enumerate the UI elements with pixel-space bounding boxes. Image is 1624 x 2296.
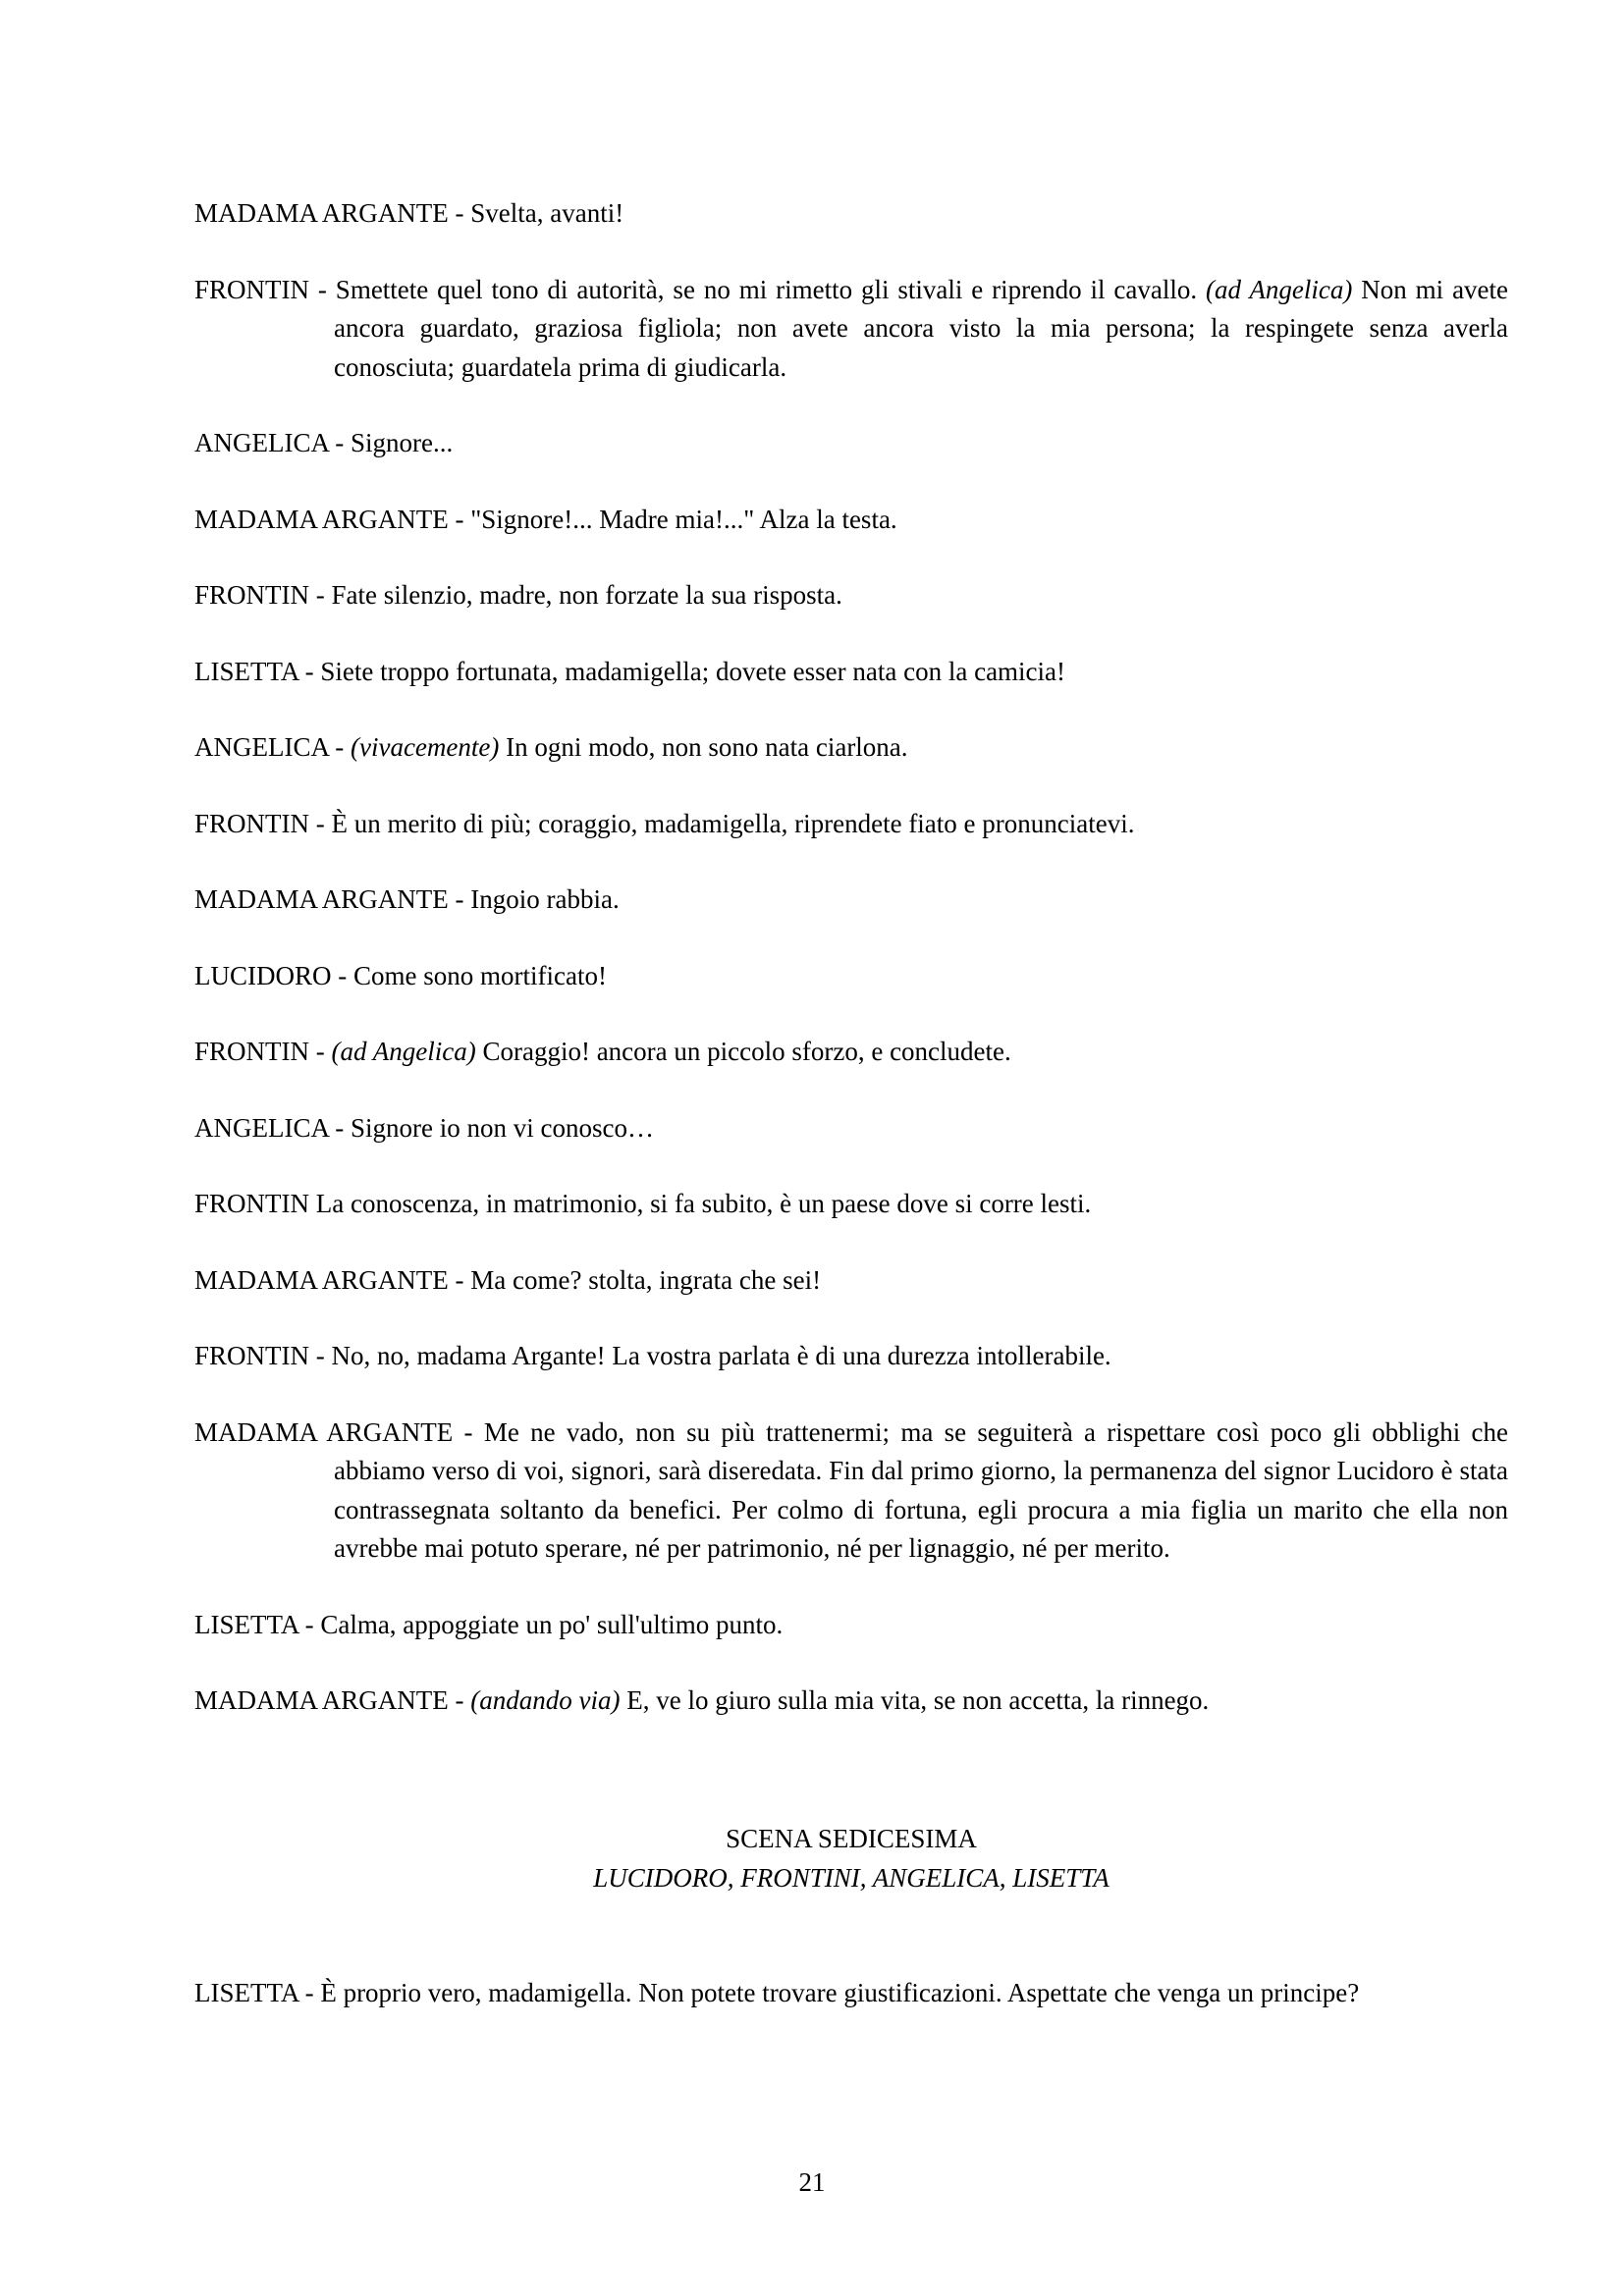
speaker-name: FRONTIN — [194, 1189, 310, 1218]
dialogue-block — [194, 194, 1508, 1721]
dialogue-line — [194, 194, 1508, 234]
speaker-name: FRONTIN - — [194, 1037, 325, 1066]
speaker-name: MADAMA ARGANTE - — [194, 504, 464, 534]
line-text: La conoscenza, in matrimonio, si fa subito, è un paese dove si corre lesti. — [315, 1189, 1092, 1218]
dialogue-line — [194, 1414, 1508, 1569]
dialogue-line — [194, 1261, 1508, 1301]
speaker-name: ANGELICA - — [194, 732, 345, 762]
dialogue-line — [194, 1974, 1508, 2013]
speaker-name: MADAMA ARGANTE - — [194, 1416, 473, 1447]
stage-direction: (ad Angelica) — [1206, 274, 1353, 304]
line-text: Ingoio rabbia. — [470, 884, 620, 914]
stage-direction: (vivacemente) — [350, 732, 500, 762]
line-text: Come sono mortificato! — [353, 960, 607, 990]
stage-direction: (ad Angelica) — [331, 1037, 476, 1066]
scene-title: SCENA SEDICESIMA — [726, 1823, 977, 1853]
speaker-name: FRONTIN - — [194, 274, 327, 304]
dialogue-line — [194, 1606, 1508, 1645]
dialogue-line — [194, 1033, 1508, 1072]
line-text: Smettete quel tono di autorità, se no mi rimetto gli stivali e riprendo il cavallo. — [335, 274, 1198, 304]
line-text: In ogni modo, non sono nata ciarlona. — [506, 732, 908, 762]
line-text: Svelta, avanti! — [470, 198, 624, 228]
dialogue-line — [194, 1682, 1508, 1721]
line-text: No, no, madama Argante! La vostra parlata è di una durezza intollerabile. — [331, 1341, 1111, 1370]
line-text: È proprio vero, madamigella. Non potete trovare giustificazioni. Aspettate che venga un principe? — [320, 1977, 1360, 2007]
dialogue-line — [194, 728, 1508, 768]
line-text: Fate silenzio, madre, non forzate la sua risposta. — [331, 580, 842, 610]
speaker-name: FRONTIN - — [194, 808, 325, 838]
speaker-name: ANGELICA - — [194, 1112, 345, 1143]
line-text: Ma come? stolta, ingrata che sei! — [470, 1264, 822, 1295]
page-number: 21 — [798, 2167, 826, 2197]
line-text: È un merito di più; coraggio, madamigella, riprendete fiato e pronunciatevi. — [331, 808, 1135, 838]
dialogue-line — [194, 653, 1508, 692]
speaker-name: LISETTA - — [194, 656, 314, 686]
line-text: Me ne vado, non su più trattenermi; ma se seguiterà a rispettare così poco gli obblighi che abbiamo verso di voi, signori, sarà diseredata. Fin dal primo giorno, la permanenza del signor Lucidoro è stata contrassegnata soltanto da benefici. Per colmo di fortuna, egli procura a mia figlia un marito che ella non avrebbe mai potuto sperare, né per patrimonio, né per lignaggio, né per merito. — [334, 1416, 1508, 1563]
speaker-name: MADAMA ARGANTE - — [194, 1264, 464, 1295]
speaker-name: MADAMA ARGANTE - — [194, 884, 464, 914]
dialogue-line — [194, 271, 1508, 388]
line-text: Signore io non vi conosco… — [350, 1112, 654, 1143]
speaker-name: LISETTA - — [194, 1977, 314, 2007]
dialogue-line — [194, 501, 1508, 540]
speaker-name: FRONTIN - — [194, 1341, 325, 1370]
dialogue-line — [194, 424, 1508, 463]
line-text: Signore... — [350, 428, 454, 457]
line-text: "Signore!... Madre mia!..." Alza la testa. — [470, 504, 897, 534]
dialogue-line — [194, 1185, 1508, 1224]
dialogue-line — [194, 1109, 1508, 1148]
document-page — [194, 194, 1508, 2050]
stage-direction: (andando via) — [470, 1685, 621, 1715]
scene-heading — [194, 1819, 1508, 1897]
dialogue-line — [194, 957, 1508, 996]
line-text: Coraggio! ancora un piccolo sforzo, e concludete. — [482, 1037, 1011, 1066]
line-text: Siete troppo fortunata, madamigella; dovete esser nata con la camicia! — [320, 656, 1066, 686]
line-text: Calma, appoggiate un po' sull'ultimo punto. — [320, 1609, 784, 1639]
line-text: E, ve lo giuro sulla mia vita, se non accetta, la rinnego. — [626, 1685, 1210, 1715]
scene-characters: LUCIDORO, FRONTINI, ANGELICA, LISETTA — [593, 1862, 1110, 1893]
line-text: Non mi avete ancora guardato, graziosa figliola; non avete ancora visto la mia persona; la respingete senza averla conosciuta; guardatela prima di giudicarla. — [334, 274, 1509, 382]
dialogue-line — [194, 881, 1508, 920]
speaker-name: MADAMA ARGANTE - — [194, 1685, 464, 1715]
speaker-name: LISETTA - — [194, 1609, 314, 1639]
speaker-name: FRONTIN - — [194, 580, 325, 610]
dialogue-line — [194, 576, 1508, 615]
dialogue-line — [194, 1337, 1508, 1376]
dialogue-line — [194, 805, 1508, 844]
speaker-name: LUCIDORO - — [194, 960, 348, 990]
dialogue-block-after-scene — [194, 1974, 1508, 2013]
speaker-name: MADAMA ARGANTE - — [194, 198, 464, 228]
speaker-name: ANGELICA - — [194, 428, 345, 457]
